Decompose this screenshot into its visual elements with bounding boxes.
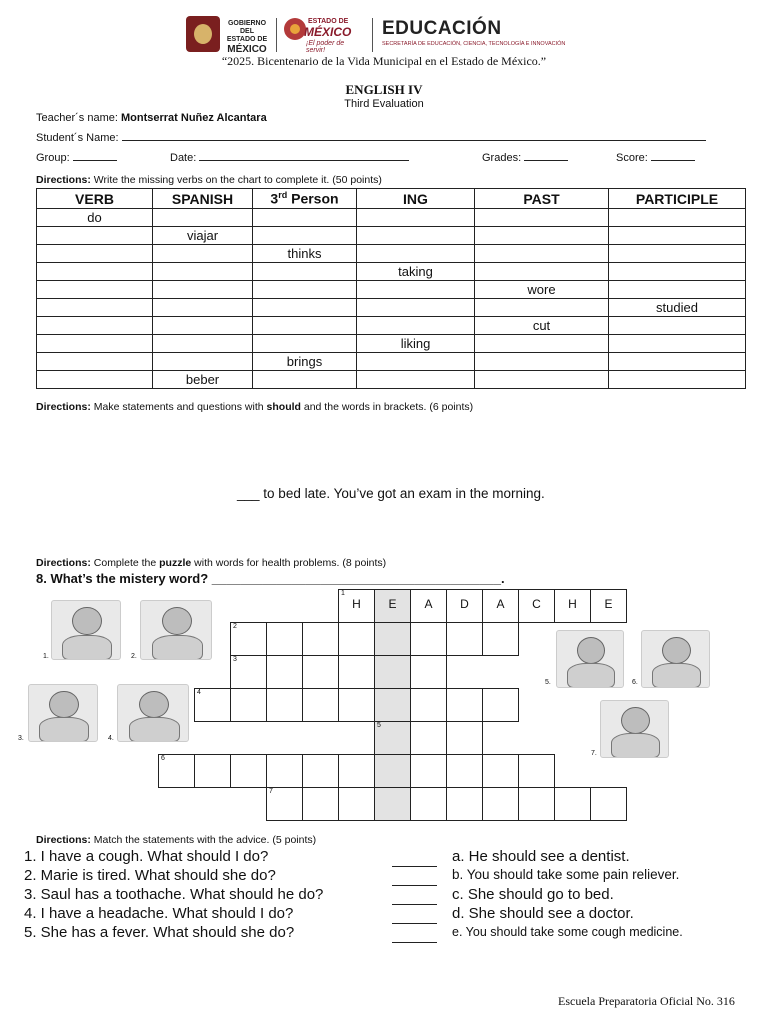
student-name-field[interactable] [122,140,706,141]
verbs-table-cell[interactable] [153,299,253,317]
gob-logo-text: GOBIERNO DEL ESTADO DE MÉXICO [226,20,268,55]
header-third-person: 3rd Person [253,189,357,209]
directions-label: Directions: [36,557,91,569]
verbs-table-cell[interactable] [153,335,253,353]
crossword-cell[interactable] [266,754,303,788]
crossword-cell[interactable] [482,787,519,821]
stomachache-picture [641,630,710,688]
verbs-table-row [37,263,746,281]
verbs-table-cell[interactable] [357,227,475,245]
crossword-cell[interactable] [410,655,447,689]
picture-number: 5. [545,679,551,686]
header-spanish: SPANISH [153,189,253,209]
verbs-table-cell[interactable] [357,281,475,299]
verbs-table-row [37,281,746,299]
verbs-table-cell: taking [357,263,475,281]
crossword-cell[interactable] [410,754,447,788]
verbs-table-row [37,335,746,353]
crossword-cell[interactable] [158,754,195,788]
motto: “2025. Bicentenario de la Vida Municipal en el Estado de México.” [221,54,547,68]
headache-picture [51,600,121,660]
verbs-table-cell[interactable] [357,371,475,389]
mystery-word-cell[interactable] [374,754,411,788]
verbs-table-cell[interactable] [609,263,746,281]
exam-title: ENGLISH IV [345,82,423,97]
verbs-table-cell[interactable] [37,245,153,263]
verbs-table-cell: wore [475,281,609,299]
crossword-cell[interactable] [338,688,375,722]
crossword-cell[interactable] [194,688,231,722]
verbs-table-cell[interactable] [153,317,253,335]
verbs-table-cell[interactable] [475,245,609,263]
verbs-table-cell[interactable] [37,281,153,299]
verbs-table-cell: liking [357,335,475,353]
verbs-table-cell[interactable] [475,209,609,227]
crossword-letter: C [532,597,541,611]
date-label: Date: [170,152,197,164]
earache-picture [28,684,98,742]
match-answer-blank[interactable] [392,866,437,867]
verbs-table-cell[interactable] [253,281,357,299]
directions-label: Directions: [36,401,91,413]
verbs-table-cell[interactable] [153,245,253,263]
clue-number: 5 [377,722,381,729]
school-footer: Escuela Preparatoria Oficial No. 316 [558,994,735,1008]
crossword-cell[interactable] [446,622,483,656]
estado-mexico-logo: ESTADO DE MÉXICO ¡El poder de servir! [284,18,360,52]
match-answer-blank[interactable] [392,923,437,924]
clue-number: 7 [269,788,273,795]
crossword-cell[interactable] [266,622,303,656]
flower-icon [284,18,306,40]
verbs-table-cell[interactable] [609,371,746,389]
crossword-cell[interactable] [302,622,339,656]
group-input[interactable] [73,160,117,161]
directions-puzzle [36,557,386,569]
header-logos [186,14,586,58]
verbs-table-cell: thinks [253,245,357,263]
clue-number: 3 [233,656,237,663]
directions-text: Complete the [93,557,157,569]
crossword-cell [410,589,447,623]
grades-input[interactable] [524,160,568,161]
header-past: PAST [475,189,609,209]
crossword-cell [554,589,591,623]
crossword-cell[interactable] [302,688,339,722]
verbs-table-cell: viajar [153,227,253,245]
verbs-table-cell[interactable] [37,335,153,353]
crossword-cell[interactable] [446,688,483,722]
verbs-table-cell: beber [153,371,253,389]
verbs-table-cell[interactable] [153,281,253,299]
crossword-cell [518,589,555,623]
verbs-table-cell[interactable] [253,371,357,389]
crossword-letter: E [604,597,613,611]
crossword-letter: H [568,597,577,611]
crossword-cell[interactable] [446,721,483,755]
verbs-table-row [37,245,746,263]
picture-number: 3. [18,735,24,742]
verbs-table-cell[interactable] [253,227,357,245]
verbs-table-cell[interactable] [37,299,153,317]
crossword-cell[interactable] [482,754,519,788]
score-label: Score: [616,152,648,164]
verbs-table-cell[interactable] [37,227,153,245]
crossword-cell[interactable] [410,688,447,722]
verbs-table [36,188,746,389]
should-sentence [237,486,545,501]
picture-number: 2. [131,653,137,660]
crossword-cell[interactable] [230,754,267,788]
clue-number: 2 [233,623,237,630]
match-answer-blank[interactable] [392,885,437,886]
verbs-table-cell: do [37,209,153,227]
crossword-cell[interactable] [230,622,267,656]
directions-text: Make statements and questions with [93,401,264,413]
date-field [170,152,409,164]
verbs-table-cell[interactable] [475,371,609,389]
verbs-table-cell[interactable] [253,299,357,317]
picture-number: 4. [108,735,114,742]
verbs-table-cell[interactable] [357,317,475,335]
match-advice: d. She should see a doctor. [452,905,634,922]
directions-text: with words for health problems. (8 points) [194,557,387,569]
verbs-table-cell[interactable] [475,227,609,245]
clue-number: 4 [197,689,201,696]
crossword-cell[interactable] [302,655,339,689]
logo-divider [276,18,277,52]
verbs-table-cell: cut [475,317,609,335]
match-advice: e. You should take some cough medicine. [452,925,683,939]
directions-label: Directions: [36,834,91,846]
mystery-word-cell[interactable] [374,787,411,821]
verbs-table-cell[interactable] [357,353,475,371]
verbs-table-header [37,189,746,209]
verbs-table-cell[interactable] [37,371,153,389]
directions-label: Directions: [36,174,91,186]
grades-field [482,152,568,164]
exam-subtitle: Third Evaluation [344,98,424,110]
crossword-cell[interactable] [302,754,339,788]
verbs-table-cell[interactable] [609,353,746,371]
crossword-cell[interactable] [266,655,303,689]
match-question: 3. Saul has a toothache. What should he do? [24,886,324,903]
match-advice: c. She should go to bed. [452,886,614,903]
header-verb: VERB [37,189,153,209]
crossword-cell[interactable] [338,655,375,689]
verbs-table-cell[interactable] [609,245,746,263]
verbs-table-cell[interactable] [609,209,746,227]
verbs-table-cell: brings [253,353,357,371]
state-seal-icon [186,16,220,52]
crossword-cell [338,589,375,623]
crossword-cell[interactable] [230,655,267,689]
educacion-subtitle: SECRETARÍA DE EDUCACIÓN, CIENCIA, TECNOLOGÍA E INNOVACIÓN [382,41,566,47]
directions-match [36,834,316,846]
header-participle: PARTICIPLE [609,189,746,209]
crossword-letter: A [424,597,433,611]
picture-number: 7. [591,750,597,757]
mystery-word-cell[interactable] [374,721,411,755]
crossword-cell[interactable] [482,622,519,656]
crossword-cell[interactable] [230,688,267,722]
crossword-cell[interactable] [590,787,627,821]
verbs-table-cell[interactable] [609,227,746,245]
verbs-table-cell[interactable] [609,317,746,335]
crossword-cell [446,589,483,623]
verbs-table-row [37,299,746,317]
crossword-cell[interactable] [554,787,591,821]
mystery-word-prompt: 8. What’s the mistery word? ________________________________________. [36,571,505,586]
directions-text: and the words in brackets. (6 points) [303,401,474,413]
directions-text: Match the statements with the advice. (5 points) [93,834,317,846]
verbs-table-cell[interactable] [37,353,153,371]
match-question: 5. She has a fever. What should she do? [24,924,295,941]
verbs-table-cell[interactable] [153,353,253,371]
sentence-text: to bed late. You’ve got an exam in the morning. [263,486,545,501]
verbs-table-cell[interactable] [475,263,609,281]
directions-verbs [36,174,382,186]
match-advice: b. You should take some pain reliever. [452,867,680,882]
student-label: Student´s Name: [36,132,119,144]
directions-text: Write the missing verbs on the chart to complete it. (50 points) [93,174,382,186]
verbs-table-cell[interactable] [253,263,357,281]
crossword-cell[interactable] [338,754,375,788]
directions-bold: puzzle [159,557,192,569]
verbs-table-row [37,227,746,245]
verbs-table-cell[interactable] [253,335,357,353]
crossword-cell [590,589,627,623]
match-question: 2. Marie is tired. What should she do? [24,867,276,884]
crossword-cell[interactable] [194,754,231,788]
crossword-letter: A [496,597,505,611]
crossword-cell[interactable] [518,787,555,821]
mystery-word-cell[interactable] [374,622,411,656]
group-label: Group: [36,152,70,164]
mystery-word-cell [374,589,411,623]
crossword-cell[interactable] [446,754,483,788]
crossword-letter: D [460,597,469,611]
verbs-table-cell[interactable] [357,209,475,227]
picture-number: 1. [43,653,49,660]
verbs-table-cell[interactable] [37,317,153,335]
educacion-title: EDUCACIÓN [382,18,502,39]
verbs-table-cell[interactable] [357,299,475,317]
crossword-cell[interactable] [338,787,375,821]
match-answer-blank[interactable] [392,942,437,943]
crossword-cell[interactable] [410,787,447,821]
verbs-table-row [37,371,746,389]
group-field [36,152,117,164]
crossword-cell[interactable] [302,787,339,821]
verbs-table-cell[interactable] [153,263,253,281]
match-question: 1. I have a cough. What should I do? [24,848,269,865]
verbs-table-cell[interactable] [253,317,357,335]
directions-should [36,401,473,413]
crossword-cell[interactable] [482,688,519,722]
crossword-letter: E [388,597,397,611]
cold-picture [556,630,624,688]
verbs-table-cell: studied [609,299,746,317]
crossword-cell[interactable] [446,787,483,821]
sentence-blank[interactable]: ___ [237,486,260,501]
crossword-cell[interactable] [518,754,555,788]
picture-number: 6. [632,679,638,686]
logo-divider [372,18,373,52]
toothache-picture [117,684,189,742]
mystery-word-cell[interactable] [374,688,411,722]
date-input[interactable] [199,160,409,161]
verbs-table-row [37,353,746,371]
crossword-letter: H [352,597,361,611]
sore-throat-picture [600,700,669,758]
crossword-cell[interactable] [338,622,375,656]
clue-number: 1 [341,590,345,597]
grades-label: Grades: [482,152,522,164]
crossword-cell[interactable] [266,688,303,722]
verbs-table-row [37,317,746,335]
verbs-table-cell[interactable] [609,335,746,353]
crossword-cell [482,589,519,623]
crossword-cell[interactable] [410,622,447,656]
match-question: 4. I have a headache. What should I do? [24,905,294,922]
score-field [616,152,695,164]
verbs-table-cell[interactable] [253,209,357,227]
verbs-table-row [37,209,746,227]
verbs-table-cell[interactable] [475,335,609,353]
verbs-table-cell[interactable] [37,263,153,281]
verbs-table-cell[interactable] [475,299,609,317]
student-line [36,132,716,144]
teacher-line [36,112,267,124]
verbs-table-cell[interactable] [475,353,609,371]
mystery-word-cell[interactable] [374,655,411,689]
teacher-name: Montserrat Nuñez Alcantara [121,112,267,124]
header-ing: ING [357,189,475,209]
teacher-label: Teacher´s name: [36,112,118,124]
verbs-table-cell[interactable] [357,245,475,263]
verbs-table-cell[interactable] [153,209,253,227]
directions-bold: should [266,401,301,413]
crossword-cell[interactable] [266,787,303,821]
verbs-table-cell[interactable] [609,281,746,299]
score-input[interactable] [651,160,695,161]
crossword-cell[interactable] [410,721,447,755]
match-advice: a. He should see a dentist. [452,848,630,865]
clue-number: 6 [161,755,165,762]
match-answer-blank[interactable] [392,904,437,905]
backache-picture [140,600,212,660]
